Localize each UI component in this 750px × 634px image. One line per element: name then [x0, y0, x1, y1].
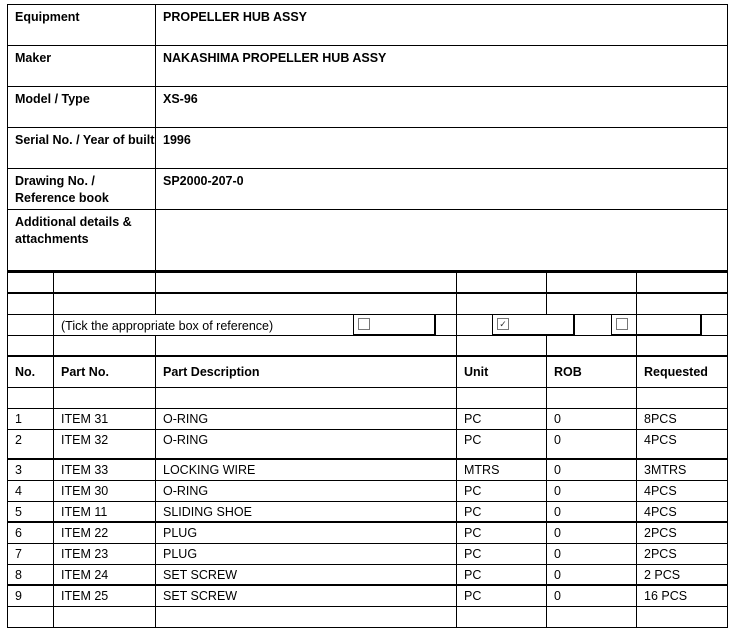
tick-mark-3 — [616, 318, 628, 330]
cell-part-no: ITEM 24 — [54, 564, 156, 585]
cell-requested: 2 PCS — [637, 564, 728, 585]
cell-unit: PC — [457, 543, 547, 564]
table-row — [8, 480, 728, 501]
parts-header-row — [8, 356, 728, 387]
cell-rob: 0 — [547, 480, 637, 501]
table-row — [8, 501, 728, 522]
cell-no: 2 — [8, 429, 54, 459]
cell-requested: 8PCS — [637, 408, 728, 429]
cell-rob: 0 — [547, 522, 637, 543]
col-header-unit: Unit — [457, 356, 547, 387]
cell-requested: 4PCS — [637, 480, 728, 501]
col-header-requested: Requested — [637, 356, 728, 387]
info-value: SP2000-207-0 — [156, 169, 728, 210]
reference-checkbox-2[interactable] — [492, 314, 574, 335]
cell-unit: MTRS — [457, 459, 547, 480]
reference-row — [8, 314, 728, 335]
cell-rob: 0 — [547, 459, 637, 480]
cell-part-no: ITEM 11 — [54, 501, 156, 522]
table-row — [8, 522, 728, 543]
cell-requested: 4PCS — [637, 429, 728, 459]
table-row — [8, 408, 728, 429]
cell-description: LOCKING WIRE — [156, 459, 457, 480]
cell-unit: PC — [457, 564, 547, 585]
info-label: Equipment — [8, 5, 156, 46]
cell-requested: 4PCS — [637, 501, 728, 522]
table-row — [8, 543, 728, 564]
cell-part-no: ITEM 30 — [54, 480, 156, 501]
cell-rob: 0 — [547, 408, 637, 429]
col-header-description: Part Description — [156, 356, 457, 387]
cell-no: 9 — [8, 585, 54, 606]
info-row-maker — [8, 46, 728, 87]
info-row-drawing — [8, 169, 728, 210]
cell-description: SET SCREW — [156, 585, 457, 606]
cell-description: PLUG — [156, 522, 457, 543]
cell-unit: PC — [457, 585, 547, 606]
info-label: Maker — [8, 46, 156, 87]
info-label: Drawing No. / Reference book — [8, 169, 156, 210]
cell-part-no: ITEM 22 — [54, 522, 156, 543]
info-label: Additional details & attachments — [8, 210, 156, 271]
cell-no: 5 — [8, 501, 54, 522]
cell-requested: 2PCS — [637, 543, 728, 564]
cell-part-no: ITEM 33 — [54, 459, 156, 480]
cell-description: SET SCREW — [156, 564, 457, 585]
cell-part-no: ITEM 23 — [54, 543, 156, 564]
info-label: Serial No. / Year of built — [8, 128, 156, 169]
cell-rob: 0 — [547, 429, 637, 459]
col-header-no: No. — [8, 356, 54, 387]
info-row-serial — [8, 128, 728, 169]
info-row-model — [8, 87, 728, 128]
info-value: PROPELLER HUB ASSY — [156, 5, 728, 46]
cell-unit: PC — [457, 480, 547, 501]
info-value: NAKASHIMA PROPELLER HUB ASSY — [156, 46, 728, 87]
reference-instruction: (Tick the appropriate box of reference) — [61, 318, 274, 333]
cell-no: 1 — [8, 408, 54, 429]
table-row — [8, 429, 728, 459]
cell-no: 6 — [8, 522, 54, 543]
cell-unit: PC — [457, 429, 547, 459]
col-header-part-no: Part No. — [54, 356, 156, 387]
tick-mark-1 — [358, 318, 370, 330]
info-label: Model / Type — [8, 87, 156, 128]
requisition-form — [7, 4, 727, 628]
cell-requested: 2PCS — [637, 522, 728, 543]
cell-part-no: ITEM 31 — [54, 408, 156, 429]
cell-no: 7 — [8, 543, 54, 564]
table-row — [8, 459, 728, 480]
spacer-row — [8, 387, 728, 408]
table-row — [8, 585, 728, 606]
info-value: 1996 — [156, 128, 728, 169]
cell-requested: 3MTRS — [637, 459, 728, 480]
info-row-additional — [8, 210, 728, 271]
reference-checkbox-1[interactable] — [353, 314, 435, 335]
reference-checkbox-3[interactable] — [611, 314, 701, 335]
equipment-info-table — [7, 4, 728, 271]
cell-description: PLUG — [156, 543, 457, 564]
cell-unit: PC — [457, 408, 547, 429]
spacer-row — [8, 272, 728, 293]
info-value: XS-96 — [156, 87, 728, 128]
spacer-row — [8, 606, 728, 627]
spacer-row — [8, 335, 728, 356]
cell-no: 4 — [8, 480, 54, 501]
tick-mark-2: ✓ — [497, 318, 509, 330]
info-row-equipment — [8, 5, 728, 46]
cell-rob: 0 — [547, 501, 637, 522]
cell-description: O-RING — [156, 429, 457, 459]
cell-unit: PC — [457, 522, 547, 543]
cell-part-no: ITEM 25 — [54, 585, 156, 606]
cell-rob: 0 — [547, 543, 637, 564]
parts-table — [7, 271, 728, 628]
cell-rob: 0 — [547, 585, 637, 606]
info-value — [156, 210, 728, 271]
cell-description: O-RING — [156, 480, 457, 501]
cell-rob: 0 — [547, 564, 637, 585]
cell-no: 8 — [8, 564, 54, 585]
cell-description: O-RING — [156, 408, 457, 429]
cell-no: 3 — [8, 459, 54, 480]
table-row — [8, 564, 728, 585]
cell-requested: 16 PCS — [637, 585, 728, 606]
spacer-row — [8, 293, 728, 314]
col-header-rob: ROB — [547, 356, 637, 387]
cell-part-no: ITEM 32 — [54, 429, 156, 459]
cell-description: SLIDING SHOE — [156, 501, 457, 522]
cell-unit: PC — [457, 501, 547, 522]
